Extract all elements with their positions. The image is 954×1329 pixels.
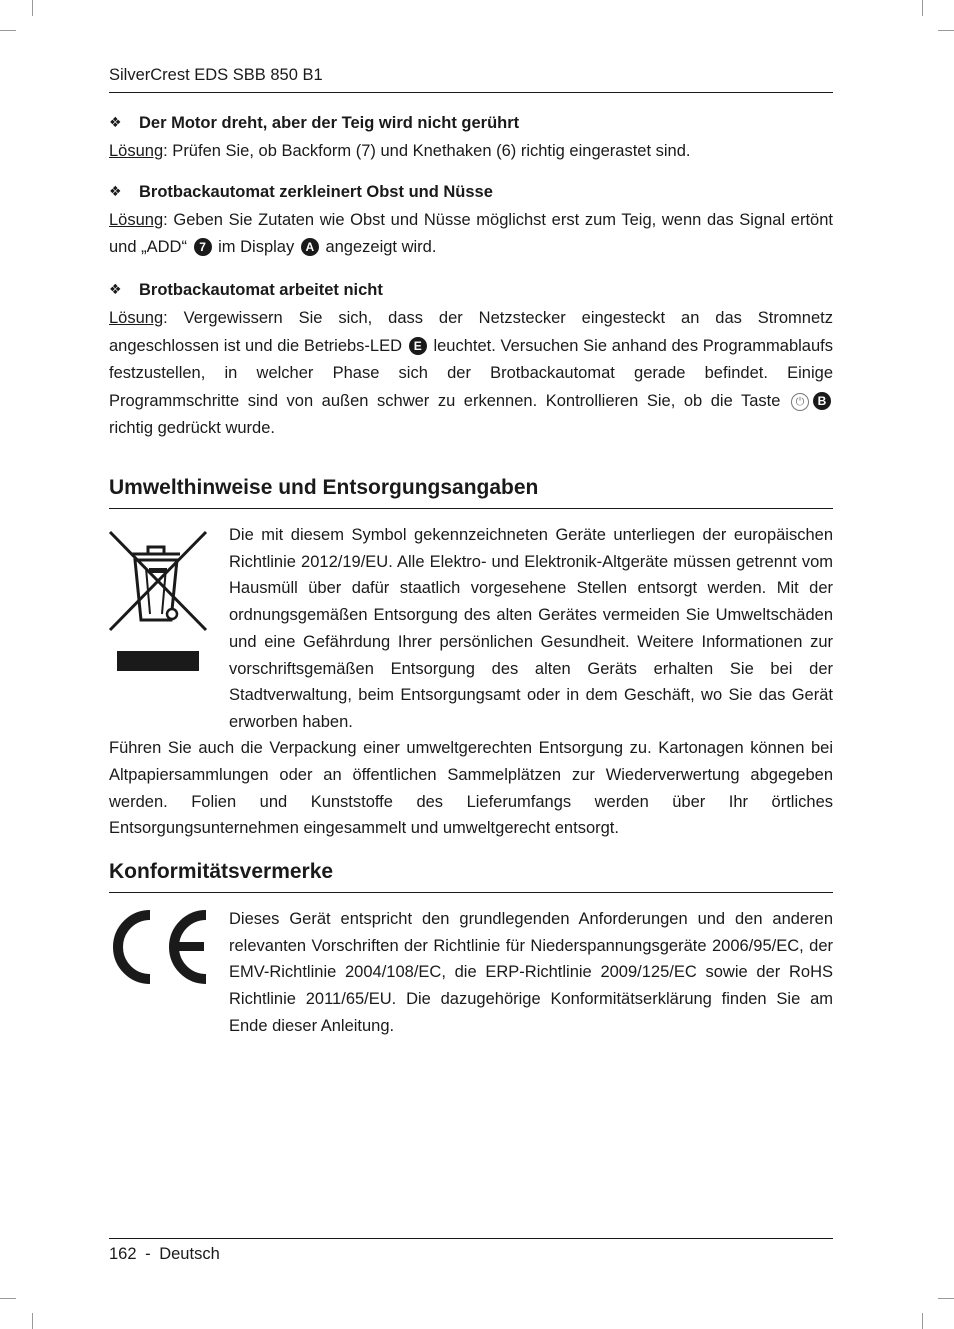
badge-a-icon: A bbox=[301, 238, 319, 256]
weee-notice-text: Die mit diesem Symbol gekennzeichneten Geräte unterliegen der europäischen Richtlinie 2012/19/EU. Alle Elektro- und Elektronik-Altgeräte müssen getrennt vom Hausmüll über dafür staatlich vorgesehene Stellen entsorgt werden. Mit der ordnungsgemäßen Entsorgung des alten Gerätes vermeiden Sie Umweltschäden und eine Gefährdung Ihrer persönlichen Gesundheit. Weitere Informationen zur vorschriftsgemäßen Entsorgung des alten Geräts erhalten Sie bei der Stadtverwaltung, beim Entsorgungsamt oder in dem Geschäft, wo Sie das Gerät erworben haben. bbox=[229, 526, 833, 731]
footer-separator: - bbox=[145, 1245, 151, 1263]
solution-label: Lösung bbox=[109, 309, 164, 327]
section-heading-conformity: Konformitätsvermerke bbox=[109, 860, 334, 883]
crop-mark bbox=[0, 30, 16, 31]
problem-title: Brotbackautomat zerkleinert Obst und Nüsse bbox=[139, 183, 493, 201]
page-header: SilverCrest EDS SBB 850 B1 bbox=[109, 66, 323, 84]
solution-body: angezeigt wird. bbox=[325, 238, 437, 256]
crop-mark bbox=[922, 0, 923, 16]
header-rule bbox=[109, 92, 833, 93]
solution-body: : Geben Sie Zutaten wie Obst und Nüsse möglichst erst zum Teig, wenn das Signal ertönt und „ADD“ bbox=[109, 211, 833, 256]
badge-e-icon: E bbox=[409, 337, 427, 355]
problem-title: Brotbackautomat arbeitet nicht bbox=[139, 281, 383, 299]
footer-language: Deutsch bbox=[159, 1245, 220, 1263]
packaging-text: Führen Sie auch die Verpackung einer umweltgerechten Entsorgung zu. Kartonagen können bei Altpapiersammlungen oder an öffentlichen Sammelplätzen zur Wiederverwertung abgegeben werden. Folien und Kunststoffe des Lieferumfangs werden über Ihr örtliches Entsorgungsunternehmen eingesammelt und umweltgerecht entsorgt. bbox=[109, 739, 833, 838]
section-rule bbox=[109, 892, 833, 893]
solution-body: im Display bbox=[218, 238, 295, 256]
crop-mark bbox=[938, 30, 954, 31]
conformity-text: Dieses Gerät entspricht den grundlegenden Anforderungen und den anderen relevanten Vorschriften der Richtlinie für Niederspannungsgeräte 2006/95/EC, der EMV-Richtlinie 2004/108/EC, die ERP-Richtlinie 2009/125/EC sowie der RoHS Richtlinie 2011/65/EU. Die dazugehörige Konformitätserklärung finden Sie am Ende dieser Anleitung. bbox=[229, 910, 833, 1035]
page-footer bbox=[109, 1243, 220, 1265]
crop-mark bbox=[922, 1313, 923, 1329]
power-icon: ⏻ bbox=[791, 393, 809, 411]
solution-text bbox=[109, 207, 833, 261]
section-heading-environment: Umwelthinweise und Entsorgungsangaben bbox=[109, 476, 539, 499]
solution-body: richtig gedrückt wurde. bbox=[109, 419, 275, 437]
problem-heading bbox=[109, 181, 493, 203]
solution-label: Lösung bbox=[109, 142, 164, 160]
footer-rule bbox=[109, 1238, 833, 1239]
weee-crossed-bin-icon bbox=[108, 530, 210, 678]
page-number: 162 bbox=[109, 1245, 137, 1263]
solution-body: leuchtet. Versuchen Sie anhand des Programmablaufs festzustellen, in welcher Phase sich der Brotbackautomat gerade befindet. Einige Programmschritte sind von außen schwer zu erkennen. Kontrollieren Sie, ob die Taste bbox=[109, 336, 833, 410]
ce-mark-icon bbox=[108, 909, 210, 985]
solution-body: : Vergewissern Sie sich, dass der Netzstecker eingesteckt an das Stromnetz angeschlossen ist und die Betriebs-LED bbox=[109, 309, 833, 355]
crop-mark bbox=[32, 0, 33, 16]
diamond-bullet-icon: ❖ bbox=[109, 114, 122, 130]
diamond-bullet-icon: ❖ bbox=[109, 183, 122, 199]
solution-text bbox=[109, 138, 833, 166]
solution-text bbox=[109, 305, 833, 443]
badge-b-icon: B bbox=[813, 392, 831, 410]
problem-heading bbox=[109, 112, 519, 134]
problem-heading bbox=[109, 279, 383, 301]
badge-7-icon: 7 bbox=[194, 238, 212, 256]
crop-mark bbox=[32, 1313, 33, 1329]
solution-body: : Prüfen Sie, ob Backform (7) und Knethaken (6) richtig eingerastet sind. bbox=[163, 142, 691, 160]
crop-mark bbox=[938, 1298, 954, 1299]
problem-title: Der Motor dreht, aber der Teig wird nicht gerührt bbox=[139, 114, 520, 132]
section-rule bbox=[109, 508, 833, 509]
solution-label: Lösung bbox=[109, 211, 164, 229]
crop-mark bbox=[0, 1298, 16, 1299]
diamond-bullet-icon: ❖ bbox=[109, 281, 122, 297]
